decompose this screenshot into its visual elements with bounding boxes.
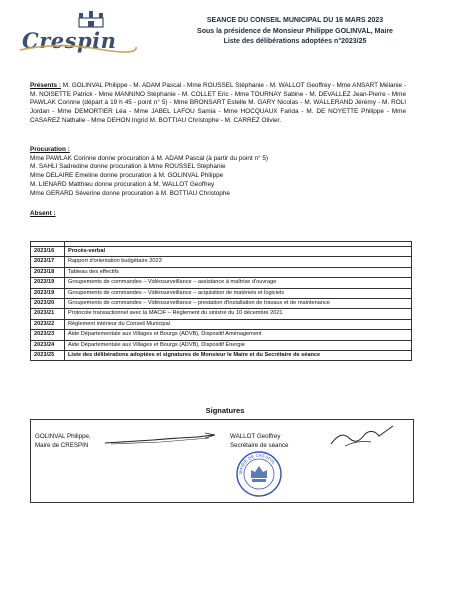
deliberation-title: Aide Départementale aux Villages et Bourgs (ADVB), Dispositif Aménagement [65, 330, 412, 340]
table-row [31, 288, 412, 298]
signatures-title: Signatures [205, 406, 245, 415]
document-header [150, 16, 440, 48]
deliberation-title: Protocole transactionnel avec la MACIF – Règlement du sinistre du 10 décembre 2021 [65, 309, 412, 319]
crown-icon [76, 10, 106, 28]
table-row [31, 351, 412, 361]
deliberation-number: 2023/24 [31, 340, 65, 350]
secretary-block [230, 432, 288, 450]
procuration-line: Mme GERARD Séverine donne procuration à M. BOTTIAU Christophe [30, 189, 230, 197]
deliberation-number: 2023/19 [31, 278, 65, 288]
secretary-name: WALLOT Geoffrey [230, 433, 281, 440]
table-row [31, 330, 412, 340]
procuration-section [30, 146, 410, 198]
deliberation-title: Groupements de commandes – Vidéosurveillance – assistance à maîtrise d'ouvrage [65, 278, 412, 288]
deliberation-number: 2023/22 [31, 319, 65, 329]
logo-text: Crespin [22, 28, 117, 53]
deliberation-number: 2023/17 [31, 257, 65, 267]
deliberation-title: Groupements de commandes – Vidéosurveillance – prestation d'installation de travaux et de maintenance [65, 299, 412, 309]
town-hall-seal [235, 450, 283, 498]
deliberation-title: Liste des délibérations adoptées et signatures de Monsieur le Maire et du Secrétaire de séance [65, 351, 412, 361]
absent-section [30, 210, 56, 219]
deliberations-list-title: Liste des délibérations adoptées n°2023/25 [223, 38, 367, 45]
mayor-signature [101, 428, 219, 450]
deliberation-number: 2023/16 [31, 247, 65, 257]
deliberations-table [30, 241, 412, 361]
seal-text: MAIRIE DE CRESPIN [237, 452, 276, 475]
mayor-role: Maire de CRESPIN [35, 442, 89, 449]
mayor-name: GOLINVAL Philippe, [35, 433, 91, 440]
procuration-line: M. LIENARD Matthieu donne procuration à M. WALLOT Geoffrey [30, 180, 215, 188]
presidency-line: Sous la présidence de Monsieur Philippe GOLINVAL, Maire [197, 27, 393, 35]
mayor-block [35, 432, 91, 450]
deliberation-title: Rapport d'orientation budgétaire 2023 [65, 257, 412, 267]
secretary-signature [327, 422, 399, 452]
presents-text: M. GOLINVAL Philippe - M. ADAM Pascal - Mme ROUSSEL Stéphanie - M. WALLOT Geoffrey - Mme ANSART Mélanie - M. NOISETTE Patrick - Mme MANNINO Stéphanie - M. COLLET Eric - Mme TOURNAY Sabine - M. DEVALLEZ Jean-Pierre - Mme PAWLAK Corinne (départ à 19 h 45 - point n° 5) - Mme BRONSART Estelle M. GARY Nicolas - M. WALLERAND Jérémy - M. ROLI Jordan - Mme DEMORTIER Léa - Mme JABEL LAFOU Samia - Mme HOCQUAUX Farida - M. DE NOYETTE Philippe - Mme CASAREZ Nathalie - Mme DEHON Ingrid M. BOTTIAU Christophe - M. CARREZ Olivier. [30, 82, 407, 124]
deliberation-number: 2023/19 [31, 288, 65, 298]
deliberation-title: Groupements de commandes – Vidéosurveillance – acquisition de matériels et logiciels [65, 288, 412, 298]
absent-heading: Absent : [30, 210, 56, 217]
procuration-heading: Procuration : [30, 146, 70, 153]
session-title: SEANCE DU CONSEIL MUNICIPAL DU 16 MARS 2023 [206, 17, 384, 24]
secretary-role: Secrétaire de séance [230, 442, 289, 449]
deliberation-title: Tableau des effectifs [65, 267, 412, 277]
crespin-logo [18, 8, 148, 54]
deliberation-title: Procès-verbal [65, 247, 412, 257]
deliberation-number: 2023/20 [31, 299, 65, 309]
procuration-line: M. SAHLI Sadredine donne procuration à Mme ROUSSEL Stéphanie [30, 163, 226, 171]
table-row [31, 340, 412, 350]
table-row [31, 257, 412, 267]
deliberation-number: 2023/23 [31, 330, 65, 340]
presents-section [30, 82, 406, 126]
procuration-line: Mme DELAIRE Emeline donne procuration à M. GOLINVAL Philippe [30, 172, 224, 180]
table-row [31, 247, 412, 257]
presents-heading: Présents : [30, 82, 61, 89]
table-row [31, 267, 412, 277]
table-row [31, 319, 412, 329]
deliberation-number: 2023/25 [31, 351, 65, 361]
logo-swoosh-icon [18, 44, 138, 54]
table-row [31, 299, 412, 309]
table-row [31, 309, 412, 319]
deliberation-number: 2023/18 [31, 267, 65, 277]
deliberation-number: 2023/21 [31, 309, 65, 319]
deliberation-title: Aide Départementale aux Villages et Bourgs (ADVB), Dispositif Énergie [65, 340, 412, 350]
table-row [31, 278, 412, 288]
deliberation-title: Règlement intérieur du Conseil Municipal [65, 319, 412, 329]
procuration-line: Mme PAWLAK Corinne donne procuration à M. ADAM Pascal (à partir du point n° 5) [30, 154, 269, 162]
signatures-box [30, 419, 414, 503]
